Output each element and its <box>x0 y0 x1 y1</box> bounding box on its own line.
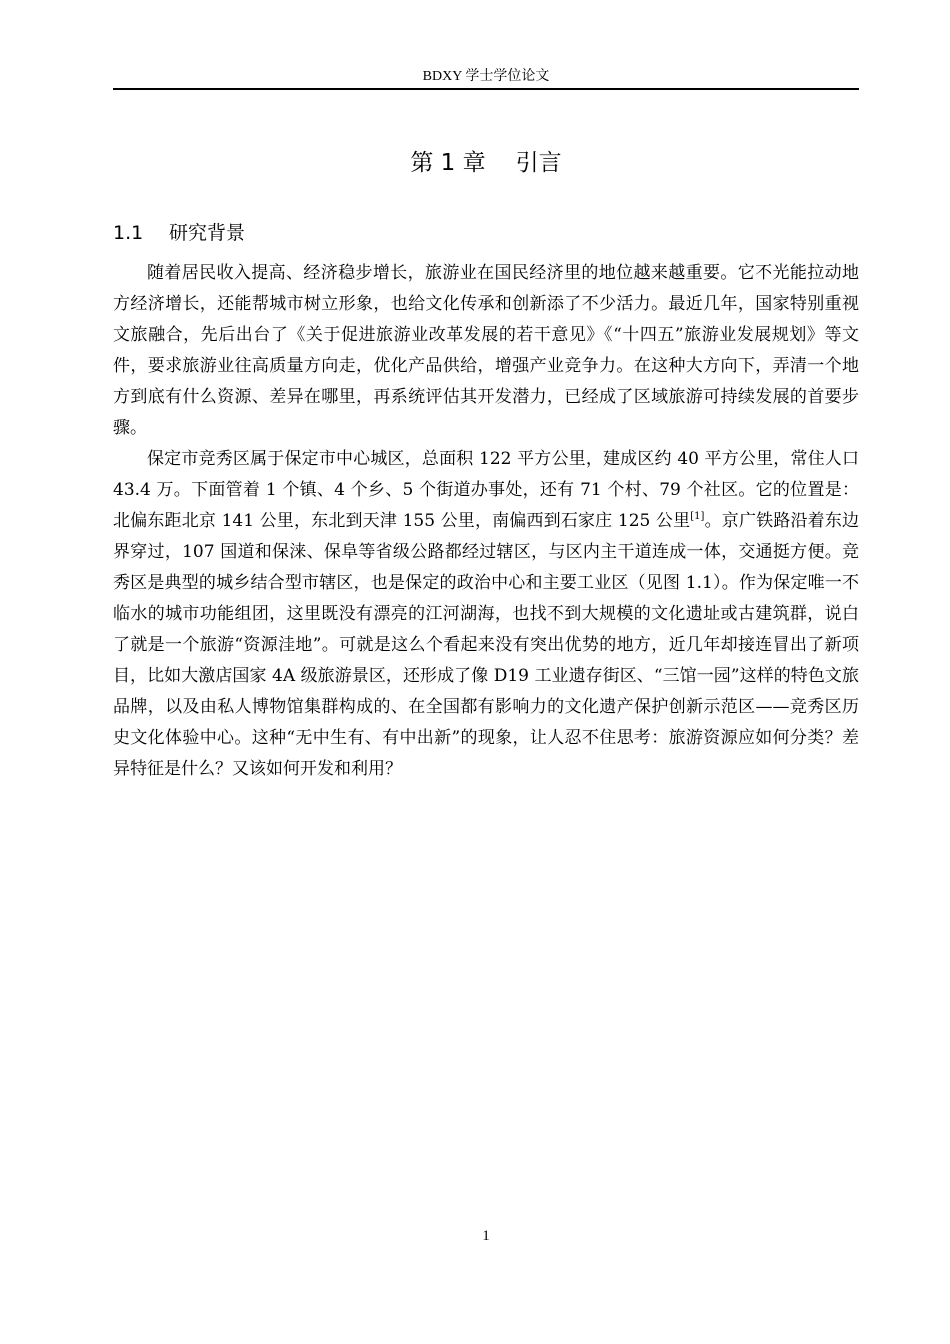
section-number: 1.1 <box>113 222 144 244</box>
paragraph-1: 随着居民收入提高、经济稳步增长，旅游业在国民经济里的地位越来越重要。它不光能拉动地方经济增长，还能帮城市树立形象，也给文化传承和创新添了不少活力。最近几年，国家特别重视文旅融合，先后出台了《关于促进旅游业改革发展的若干意见》《“十四五”旅游业发展规划》等文件，要求旅游业往高质量方向走，优化产品供给，增强产业竞争力。在这种大方向下，弄清一个地方到底有什么资源、差异在哪里，再系统评估其开发潜力，已经成了区域旅游可持续发展的首要步骤。 <box>113 263 859 438</box>
paragraph-2-text-b: 。京广铁路沿着东边界穿过，107 国道和保涞、保阜等省级公路都经过辖区，与区内主干道连成一体，交通挺方便。竞秀区是典型的城乡结合型市辖区，也是保定的政治中心和主要工业区（见图 1.1）。作为保定唯一不临水的城市功能组团，这里既没有漂亮的江河湖海，也找不到大规模的文化遗址或古建筑群，说白了就是一个旅游“资源洼地”。可就是这么个看起来没有突出优势的地方，近几年却接连冒出了新项目，比如大激店国家 4A 级旅游景区，还形成了像 D19 工业遗存街区、“三馆一园”这样的特色文旅品牌，以及由私人博物馆集群构成的、在全国都有影响力的文化遗产保护创新示范区——竞秀区历史文化体验中心。这种“无中生有、有中出新”的现象，让人忍不住思考：旅游资源应如何分类？差异特征是什么？又该如何开发和利用？ <box>113 511 860 779</box>
header-rule <box>113 88 859 90</box>
section-title: 研究背景 <box>169 222 246 244</box>
body-text <box>113 258 859 785</box>
chapter-name: 引言 <box>515 150 562 176</box>
paragraph-2 <box>113 444 859 785</box>
chapter-number: 第 1 章 <box>410 150 486 176</box>
section-heading <box>113 219 245 247</box>
chapter-title <box>113 146 859 180</box>
citation-reference[interactable]: [1] <box>690 511 705 522</box>
paragraph-2-text-a: 保定市竞秀区属于保定市中心城区，总面积 122 平方公里，建成区约 40 平方公里，常住人口 43.4 万。下面管着 1 个镇、4 个乡、5 个街道办事处，还有 71 个村、79 个社区。它的位置是：北偏东距北京 141 公里，东北到天津 155 公里，南偏西到石家庄 125 公里 <box>113 449 859 531</box>
page-number: 1 <box>482 1228 490 1244</box>
running-header: BDXY 学士学位论文 <box>422 69 550 84</box>
